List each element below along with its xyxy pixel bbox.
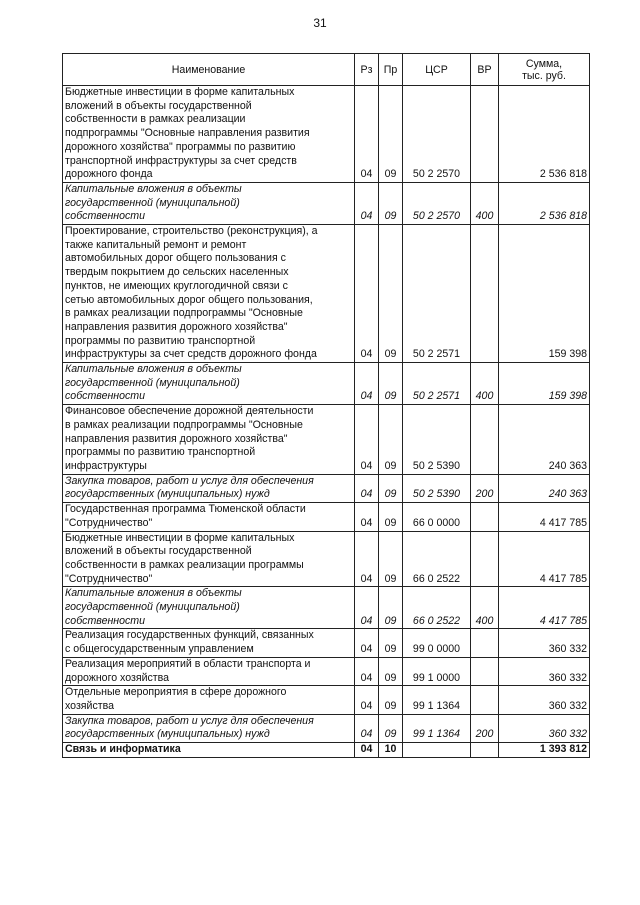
header-vr: ВР <box>471 54 499 86</box>
row-csr <box>403 743 471 758</box>
table-row <box>63 714 590 742</box>
row-csr: 50 2 2571 <box>403 225 471 363</box>
row-csr: 50 2 2570 <box>403 182 471 224</box>
row-pr: 09 <box>379 629 403 657</box>
row-sum: 159 398 <box>499 225 590 363</box>
table-row <box>63 182 590 224</box>
row-pr: 09 <box>379 686 403 714</box>
row-csr: 99 1 0000 <box>403 657 471 685</box>
row-vr <box>471 405 499 475</box>
row-rz: 04 <box>355 86 379 183</box>
row-name: Закупка товаров, работ и услуг для обеспечения государственных (муниципальных) нужд <box>63 714 355 742</box>
table-row <box>63 686 590 714</box>
row-vr: 200 <box>471 474 499 502</box>
row-csr: 66 0 2522 <box>403 587 471 629</box>
row-rz: 04 <box>355 474 379 502</box>
row-vr: 400 <box>471 587 499 629</box>
row-csr: 50 2 5390 <box>403 405 471 475</box>
row-name: Проектирование, строительство (реконструкция), а также капитальный ремонт и ремонт автомобильных дорог общего пользования с твердым покрытием до сельских населенных пунктов, не имеющих круглогодичной связи с сетью автомобильных дорог общего пользования, в рамках реализации подпрограммы "Основные направления развития дорожного хозяйства" программы по развитию транспортной инфраструктуры за счет средств дорожного фонда <box>63 225 355 363</box>
row-rz: 04 <box>355 714 379 742</box>
row-pr: 09 <box>379 587 403 629</box>
header-row <box>63 54 590 86</box>
row-csr: 66 0 0000 <box>403 503 471 531</box>
table-row <box>63 531 590 587</box>
header-name: Наименование <box>63 54 355 86</box>
row-vr <box>471 657 499 685</box>
row-sum: 4 417 785 <box>499 587 590 629</box>
table-row <box>63 474 590 502</box>
row-name: Реализация мероприятий в области транспорта и дорожного хозяйства <box>63 657 355 685</box>
row-name: Государственная программа Тюменской области "Сотрудничество" <box>63 503 355 531</box>
row-name: Капитальные вложения в объекты государственной (муниципальной) собственности <box>63 363 355 405</box>
row-vr <box>471 686 499 714</box>
row-pr: 09 <box>379 86 403 183</box>
row-pr: 10 <box>379 743 403 758</box>
row-sum: 360 332 <box>499 657 590 685</box>
row-vr <box>471 225 499 363</box>
row-sum: 240 363 <box>499 474 590 502</box>
row-pr: 09 <box>379 182 403 224</box>
table-row <box>63 629 590 657</box>
row-sum: 360 332 <box>499 714 590 742</box>
row-sum: 4 417 785 <box>499 531 590 587</box>
row-name: Бюджетные инвестиции в форме капитальных вложений в объекты государственной собственности в рамках реализации подпрограммы "Основные направления развития дорожного хозяйства" программы по развитию транспортной инфраструктуры за счет средств дорожного фонда <box>63 86 355 183</box>
row-name: Капитальные вложения в объекты государственной (муниципальной) собственности <box>63 182 355 224</box>
row-name: Закупка товаров, работ и услуг для обеспечения государственных (муниципальных) нужд <box>63 474 355 502</box>
table-row <box>63 587 590 629</box>
budget-table <box>62 53 590 758</box>
row-csr: 50 2 2571 <box>403 363 471 405</box>
row-csr: 66 0 2522 <box>403 531 471 587</box>
row-pr: 09 <box>379 363 403 405</box>
table-row <box>63 657 590 685</box>
row-pr: 09 <box>379 657 403 685</box>
row-sum: 360 332 <box>499 686 590 714</box>
table-row <box>63 405 590 475</box>
row-pr: 09 <box>379 531 403 587</box>
row-sum: 360 332 <box>499 629 590 657</box>
row-csr: 99 0 0000 <box>403 629 471 657</box>
row-sum: 2 536 818 <box>499 182 590 224</box>
row-vr <box>471 503 499 531</box>
row-csr: 50 2 2570 <box>403 86 471 183</box>
header-rz: Рз <box>355 54 379 86</box>
header-sum: Сумма, тыс. руб. <box>499 54 590 86</box>
row-csr: 99 1 1364 <box>403 714 471 742</box>
header-pr: Пр <box>379 54 403 86</box>
table-row <box>63 503 590 531</box>
row-sum: 4 417 785 <box>499 503 590 531</box>
row-sum: 2 536 818 <box>499 86 590 183</box>
row-pr: 09 <box>379 503 403 531</box>
row-vr <box>471 86 499 183</box>
row-csr: 99 1 1364 <box>403 686 471 714</box>
row-rz: 04 <box>355 363 379 405</box>
row-vr: 400 <box>471 182 499 224</box>
row-name: Связь и информатика <box>63 743 355 758</box>
row-vr <box>471 743 499 758</box>
row-vr <box>471 531 499 587</box>
row-rz: 04 <box>355 629 379 657</box>
row-rz: 04 <box>355 743 379 758</box>
row-pr: 09 <box>379 225 403 363</box>
row-name: Отдельные мероприятия в сфере дорожного хозяйства <box>63 686 355 714</box>
row-rz: 04 <box>355 657 379 685</box>
table-row <box>63 363 590 405</box>
row-rz: 04 <box>355 503 379 531</box>
table-row <box>63 225 590 363</box>
row-rz: 04 <box>355 225 379 363</box>
row-pr: 09 <box>379 714 403 742</box>
row-pr: 09 <box>379 474 403 502</box>
row-name: Финансовое обеспечение дорожной деятельности в рамках реализации подпрограммы "Основные направления развития дорожного хозяйства" программы по развитию транспортной инфраструктуры <box>63 405 355 475</box>
page-number: 31 <box>313 16 327 30</box>
row-name: Бюджетные инвестиции в форме капитальных вложений в объекты государственной собственности в рамках реализации программы "Сотрудничество" <box>63 531 355 587</box>
row-rz: 04 <box>355 405 379 475</box>
row-vr: 200 <box>471 714 499 742</box>
row-name: Реализация государственных функций, связанных с общегосударственным управлением <box>63 629 355 657</box>
row-rz: 04 <box>355 531 379 587</box>
table-row <box>63 86 590 183</box>
row-sum: 1 393 812 <box>499 743 590 758</box>
row-sum: 240 363 <box>499 405 590 475</box>
row-sum: 159 398 <box>499 363 590 405</box>
header-csr: ЦСР <box>403 54 471 86</box>
row-rz: 04 <box>355 686 379 714</box>
row-csr: 50 2 5390 <box>403 474 471 502</box>
row-vr: 400 <box>471 363 499 405</box>
row-name: Капитальные вложения в объекты государственной (муниципальной) собственности <box>63 587 355 629</box>
row-pr: 09 <box>379 405 403 475</box>
row-rz: 04 <box>355 182 379 224</box>
row-vr <box>471 629 499 657</box>
row-rz: 04 <box>355 587 379 629</box>
table-row <box>63 743 590 758</box>
